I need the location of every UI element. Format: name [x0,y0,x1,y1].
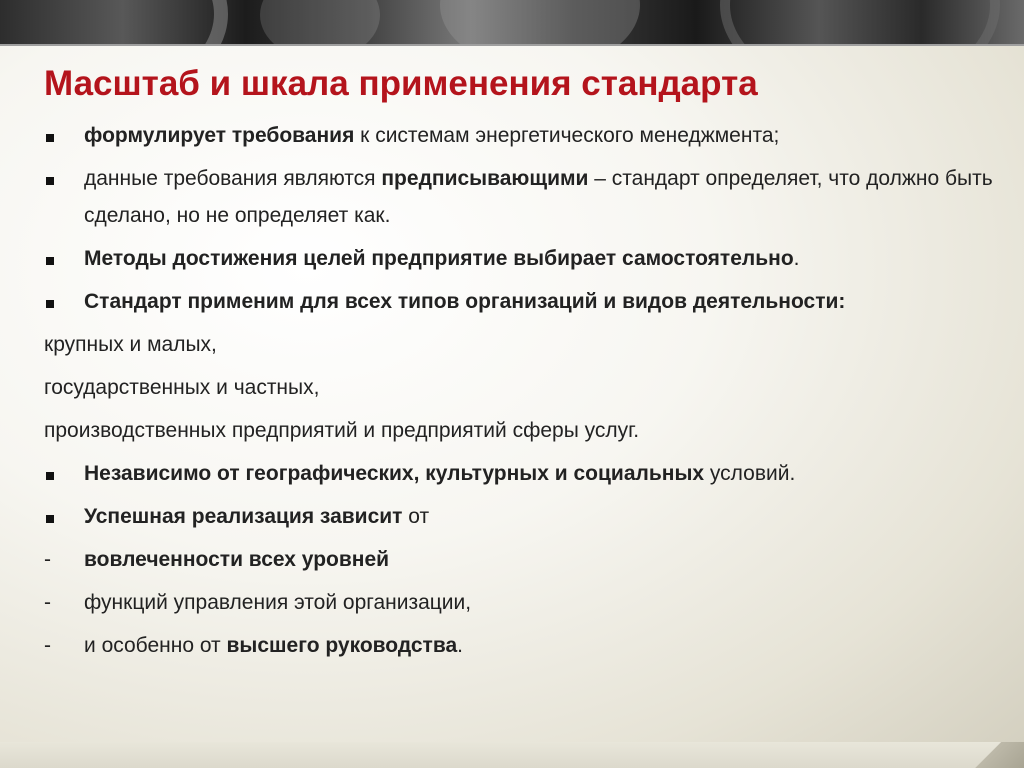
bold-text: Успешная реализация зависит [84,505,403,528]
dash-item [44,584,994,621]
corner-decoration [968,742,1024,768]
item-text: данные требования являются [84,167,382,190]
list-item [44,283,994,320]
slide-body [44,117,994,664]
bold-text: Методы достижения целей предприятие выбирает самостоятельно [84,247,794,270]
wheel-shape-right [720,0,1000,46]
header-divider [0,44,1024,46]
item-text: – стандарт определяет, что должно быть сделано, но не определяет как. [84,167,993,227]
item-text: от [402,505,430,528]
dash-item [44,627,994,664]
bold-text: предписывающими [381,167,589,190]
sub-item: государственных и частных, [44,376,320,399]
item-text: . [457,634,464,657]
slide-title: Масштаб и шкала применения стандарта [44,64,758,103]
square-bullet-icon [46,257,54,265]
square-bullet-icon [46,177,54,185]
list-item [44,240,994,277]
item-text: условий. [704,462,796,485]
metal-shape [440,0,640,46]
list-item [44,160,994,234]
bold-text: Независимо от географических, культурных и социальных [84,462,705,485]
item-text: и особенно от [84,634,227,657]
footer-band [0,742,1024,768]
dash-item [44,541,994,578]
list-item [44,117,994,154]
square-bullet-icon [46,515,54,523]
sub-item: производственных предприятий и предприятий сферы услуг. [44,419,640,442]
dash-marker: - [44,548,51,571]
bold-text: вовлеченности всех уровней [84,548,390,571]
list-item [44,455,994,492]
list-item [44,498,994,535]
sub-item: крупных и малых, [44,333,217,356]
square-bullet-icon [46,134,54,142]
square-bullet-icon [46,472,54,480]
item-text: к системам энергетического менеджмента; [354,124,780,147]
dash-marker: - [44,591,51,614]
bold-text: формулирует требования [84,124,355,147]
item-text: . [793,247,800,270]
header-image-band [0,0,1024,46]
square-bullet-icon [46,300,54,308]
bold-text: высшего руководства [226,634,458,657]
dash-marker: - [44,634,51,657]
highlight-shape [260,0,380,46]
bold-text: Стандарт применим для всех типов организаций и видов деятельности: [84,290,846,313]
item-text: функций управления этой организации, [84,591,472,614]
wheel-shape [0,0,228,46]
